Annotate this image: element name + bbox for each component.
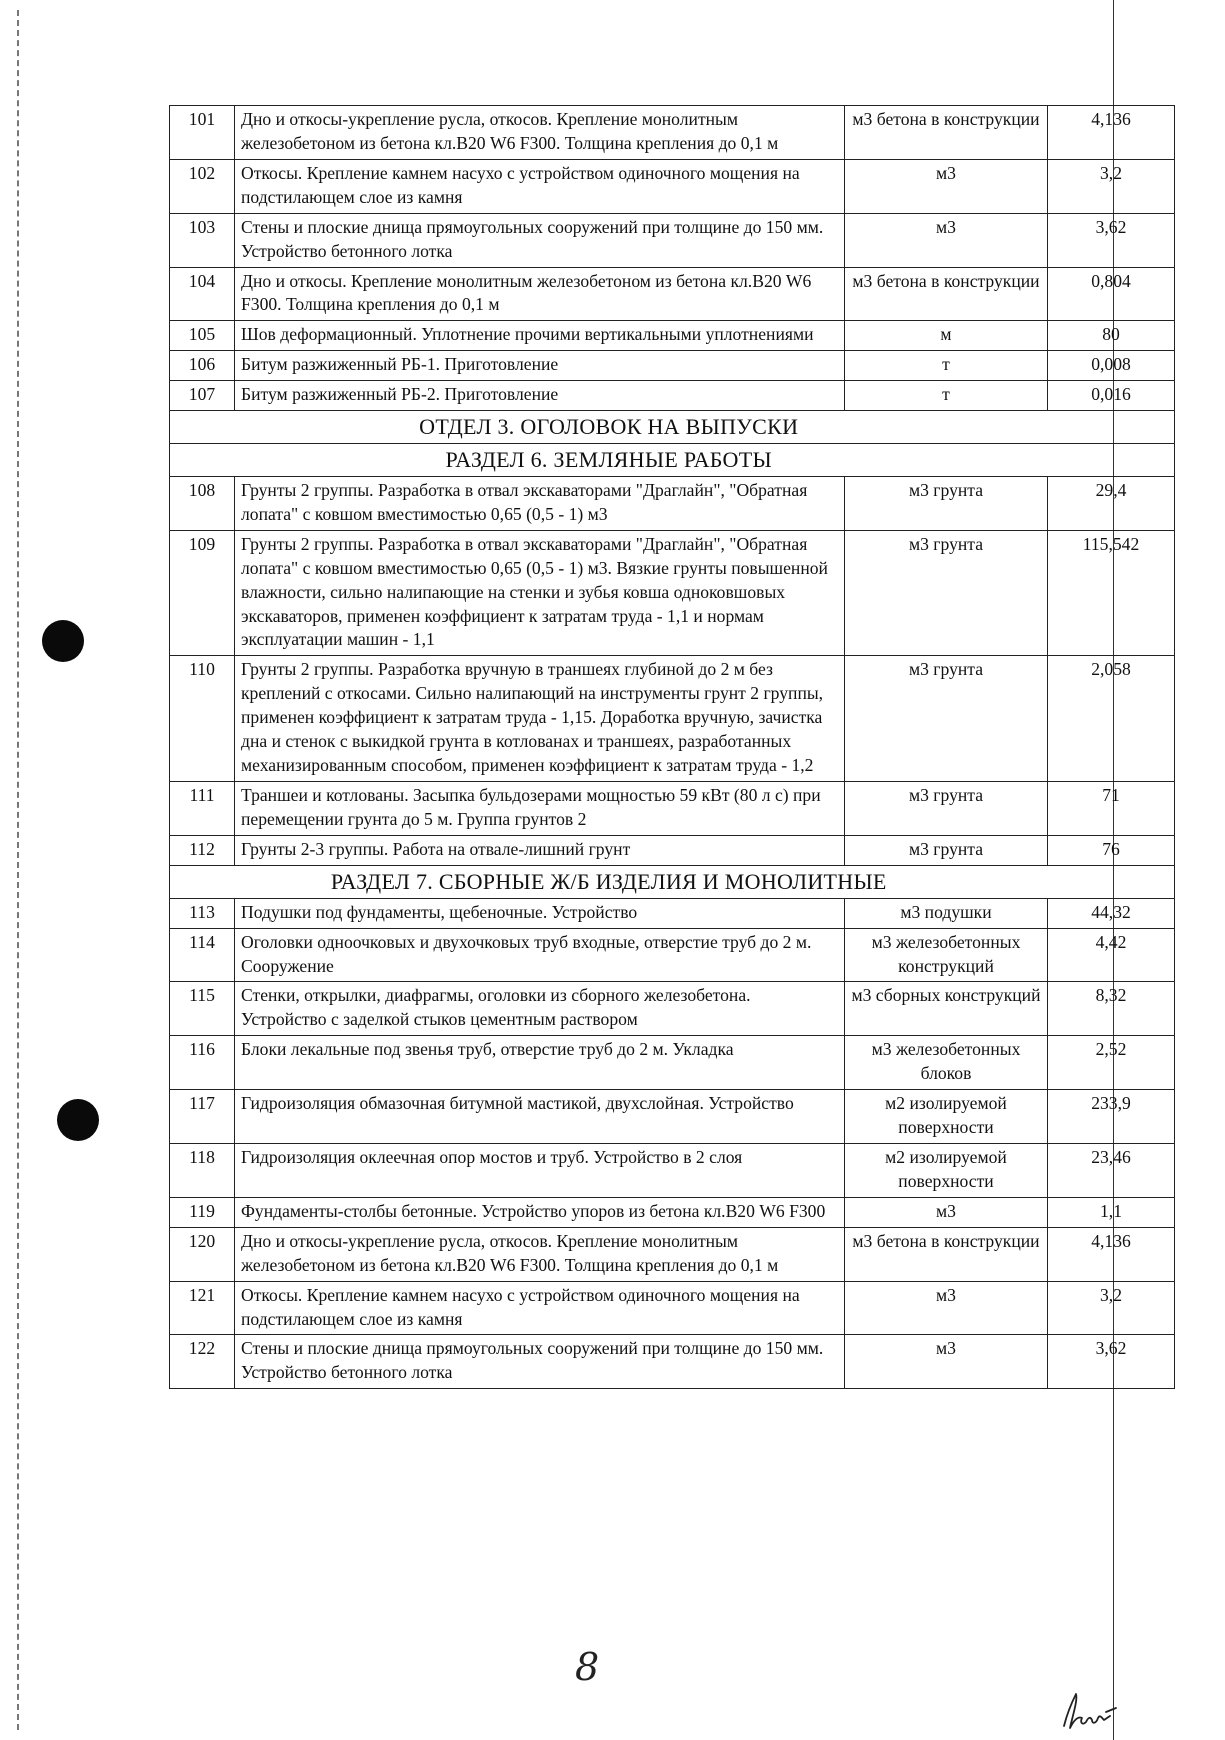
table-row bbox=[170, 267, 1175, 321]
unit-of-measure: м3 сборных конструкций bbox=[845, 982, 1048, 1036]
table-row bbox=[170, 1090, 1175, 1144]
unit-of-measure: м3 bbox=[845, 213, 1048, 267]
dept-header-group bbox=[170, 411, 1175, 477]
row-number: 113 bbox=[170, 898, 235, 928]
unit-of-measure: м3 грунта bbox=[845, 835, 1048, 865]
work-description: Откосы. Крепление камнем насухо с устройством одиночного мощения на подстилающем слое из камня bbox=[235, 159, 845, 213]
table-row bbox=[170, 381, 1175, 411]
page-number: 8 bbox=[575, 1645, 600, 1689]
table-row bbox=[170, 530, 1175, 656]
work-description: Стены и плоские днища прямоугольных сооружений при толщине до 150 мм. Устройство бетонного лотка bbox=[235, 1335, 845, 1389]
table-row bbox=[170, 351, 1175, 381]
table-row bbox=[170, 1281, 1175, 1335]
unit-of-measure: м bbox=[845, 321, 1048, 351]
work-description: Откосы. Крепление камнем насухо с устройством одиночного мощения на подстилающем слое из камня bbox=[235, 1281, 845, 1335]
row-number: 111 bbox=[170, 782, 235, 836]
quantity: 3,62 bbox=[1048, 213, 1175, 267]
quantity: 3,2 bbox=[1048, 1281, 1175, 1335]
table-row bbox=[170, 476, 1175, 530]
table-row bbox=[170, 898, 1175, 928]
quantity: 80 bbox=[1048, 321, 1175, 351]
table-row bbox=[170, 321, 1175, 351]
work-description: Дно и откосы. Крепление монолитным железобетоном из бетона кл.В20 W6 F300. Толщина крепления до 0,1 м bbox=[235, 267, 845, 321]
row-number: 106 bbox=[170, 351, 235, 381]
row-number: 121 bbox=[170, 1281, 235, 1335]
unit-of-measure: м3 железобетонных конструкций bbox=[845, 928, 1048, 982]
work-description: Грунты 2 группы. Разработка в отвал экскаваторами "Драглайн", "Обратная лопата" с ковшом вместимостью 0,65 (0,5 - 1) м3 bbox=[235, 476, 845, 530]
row-number: 109 bbox=[170, 530, 235, 656]
quantity: 4,42 bbox=[1048, 928, 1175, 982]
work-description: Оголовки одноочковых и двухочковых труб входные, отверстие труб до 2 м. Сооружение bbox=[235, 928, 845, 982]
rows-group-a bbox=[170, 106, 1175, 411]
table-row bbox=[170, 106, 1175, 160]
work-description: Стенки, открылки, диафрагмы, оголовки из сборного железобетона. Устройство с заделкой стыков цементным раствором bbox=[235, 982, 845, 1036]
work-description: Фундаменты-столбы бетонные. Устройство упоров из бетона кл.В20 W6 F300 bbox=[235, 1197, 845, 1227]
unit-of-measure: м3 bbox=[845, 1335, 1048, 1389]
rows-group-b bbox=[170, 476, 1175, 865]
quantity: 1,1 bbox=[1048, 1197, 1175, 1227]
unit-of-measure: м2 изолируемой поверхности bbox=[845, 1143, 1048, 1197]
row-number: 110 bbox=[170, 656, 235, 782]
quantity: 29,4 bbox=[1048, 476, 1175, 530]
row-number: 112 bbox=[170, 835, 235, 865]
row-number: 103 bbox=[170, 213, 235, 267]
work-description: Грунты 2-3 группы. Работа на отвале-лишний грунт bbox=[235, 835, 845, 865]
quantity: 3,2 bbox=[1048, 159, 1175, 213]
quantity: 2,058 bbox=[1048, 656, 1175, 782]
row-number: 115 bbox=[170, 982, 235, 1036]
unit-of-measure: м3 bbox=[845, 1281, 1048, 1335]
row-number: 101 bbox=[170, 106, 235, 160]
row-number: 105 bbox=[170, 321, 235, 351]
quantity: 76 bbox=[1048, 835, 1175, 865]
work-description: Дно и откосы-укрепление русла, откосов. Крепление монолитным железобетоном из бетона кл.В20 W6 F300. Толщина крепления до 0,1 м bbox=[235, 106, 845, 160]
table-row bbox=[170, 1227, 1175, 1281]
row-number: 119 bbox=[170, 1197, 235, 1227]
row-number: 102 bbox=[170, 159, 235, 213]
table-row bbox=[170, 656, 1175, 782]
dept-3-title: ОТДЕЛ 3. ОГОЛОВОК НА ВЫПУСКИ bbox=[170, 411, 1048, 444]
work-description: Траншеи и котлованы. Засыпка бульдозерами мощностью 59 кВт (80 л с) при перемещении грунта до 5 м. Группа грунтов 2 bbox=[235, 782, 845, 836]
work-description: Дно и откосы-укрепление русла, откосов. Крепление монолитным железобетоном из бетона кл.В20 W6 F300. Толщина крепления до 0,1 м bbox=[235, 1227, 845, 1281]
scan-edge-line bbox=[17, 10, 19, 1730]
row-number: 114 bbox=[170, 928, 235, 982]
quantity: 23,46 bbox=[1048, 1143, 1175, 1197]
quantity: 2,52 bbox=[1048, 1036, 1175, 1090]
unit-of-measure: м3 грунта bbox=[845, 656, 1048, 782]
unit-of-measure: м3 грунта bbox=[845, 530, 1048, 656]
unit-of-measure: м3 bbox=[845, 159, 1048, 213]
unit-of-measure: т bbox=[845, 381, 1048, 411]
section-7-title: РАЗДЕЛ 7. СБОРНЫЕ Ж/Б ИЗДЕЛИЯ И МОНОЛИТНЫЕ bbox=[170, 865, 1048, 898]
unit-of-measure: м3 грунта bbox=[845, 782, 1048, 836]
row-number: 107 bbox=[170, 381, 235, 411]
work-description: Гидроизоляция обмазочная битумной мастикой, двухслойная. Устройство bbox=[235, 1090, 845, 1144]
table-row bbox=[170, 159, 1175, 213]
row-number: 104 bbox=[170, 267, 235, 321]
unit-of-measure: м3 bbox=[845, 1197, 1048, 1227]
work-description: Битум разжиженный РБ-2. Приготовление bbox=[235, 381, 845, 411]
quantity: 0,016 bbox=[1048, 381, 1175, 411]
quantity: 4,136 bbox=[1048, 1227, 1175, 1281]
quantity: 8,32 bbox=[1048, 982, 1175, 1036]
unit-of-measure: т bbox=[845, 351, 1048, 381]
table-row bbox=[170, 1197, 1175, 1227]
rows-group-c bbox=[170, 898, 1175, 1389]
quantity: 4,136 bbox=[1048, 106, 1175, 160]
work-description: Грунты 2 группы. Разработка вручную в траншеях глубиной до 2 м без креплений с откосами. Сильно налипающий на инструменты грунт 2 группы, применен коэффициент к затратам труда - 1,15. Доработка вручную, зачистка дна и стенок с выкидкой грунта в котлованах и траншеях, разработанных механизированным способом, применен коэффициент к затратам труда - 1,2 bbox=[235, 656, 845, 782]
quantity: 233,9 bbox=[1048, 1090, 1175, 1144]
quantity: 115,542 bbox=[1048, 530, 1175, 656]
row-number: 117 bbox=[170, 1090, 235, 1144]
quantity: 44,32 bbox=[1048, 898, 1175, 928]
row-number: 116 bbox=[170, 1036, 235, 1090]
table-row bbox=[170, 1143, 1175, 1197]
work-description: Грунты 2 группы. Разработка в отвал экскаваторами "Драглайн", "Обратная лопата" с ковшом вместимостью 0,65 (0,5 - 1) м3. Вязкие грунты повышенной влажности, сильно налипающие на стенки и зубья ковша одноковшовых экскаваторов, применен коэффициент к затратам труда - 1,1 и нормам эксплуатации машин - 1,1 bbox=[235, 530, 845, 656]
row-number: 118 bbox=[170, 1143, 235, 1197]
work-description: Блоки лекальные под звенья труб, отверстие труб до 2 м. Укладка bbox=[235, 1036, 845, 1090]
row-number: 120 bbox=[170, 1227, 235, 1281]
unit-of-measure: м3 грунта bbox=[845, 476, 1048, 530]
work-description: Подушки под фундаменты, щебеночные. Устройство bbox=[235, 898, 845, 928]
quantity: 71 bbox=[1048, 782, 1175, 836]
punch-hole bbox=[42, 620, 84, 662]
unit-of-measure: м3 железобетонных блоков bbox=[845, 1036, 1048, 1090]
table-row bbox=[170, 1036, 1175, 1090]
quantity: 3,62 bbox=[1048, 1335, 1175, 1389]
unit-of-measure: м3 бетона в конструкции bbox=[845, 1227, 1048, 1281]
quantity: 0,008 bbox=[1048, 351, 1175, 381]
table-row bbox=[170, 782, 1175, 836]
estimate-table bbox=[169, 105, 1175, 1389]
section-7-header-group bbox=[170, 865, 1175, 898]
table-row bbox=[170, 928, 1175, 982]
work-description: Стены и плоские днища прямоугольных сооружений при толщине до 150 мм. Устройство бетонного лотка bbox=[235, 213, 845, 267]
table-row bbox=[170, 1335, 1175, 1389]
section-6-title: РАЗДЕЛ 6. ЗЕМЛЯНЫЕ РАБОТЫ bbox=[170, 444, 1048, 477]
unit-of-measure: м3 бетона в конструкции bbox=[845, 106, 1048, 160]
punch-hole bbox=[57, 1099, 99, 1141]
work-description: Шов деформационный. Уплотнение прочими вертикальными уплотнениями bbox=[235, 321, 845, 351]
unit-of-measure: м3 бетона в конструкции bbox=[845, 267, 1048, 321]
work-description: Битум разжиженный РБ-1. Приготовление bbox=[235, 351, 845, 381]
unit-of-measure: м2 изолируемой поверхности bbox=[845, 1090, 1048, 1144]
work-description: Гидроизоляция оклеечная опор мостов и труб. Устройство в 2 слоя bbox=[235, 1143, 845, 1197]
table-row bbox=[170, 213, 1175, 267]
row-number: 108 bbox=[170, 476, 235, 530]
quantity: 0,804 bbox=[1048, 267, 1175, 321]
table-row bbox=[170, 982, 1175, 1036]
unit-of-measure: м3 подушки bbox=[845, 898, 1048, 928]
signature-mark bbox=[1058, 1690, 1122, 1736]
row-number: 122 bbox=[170, 1335, 235, 1389]
table-row bbox=[170, 835, 1175, 865]
